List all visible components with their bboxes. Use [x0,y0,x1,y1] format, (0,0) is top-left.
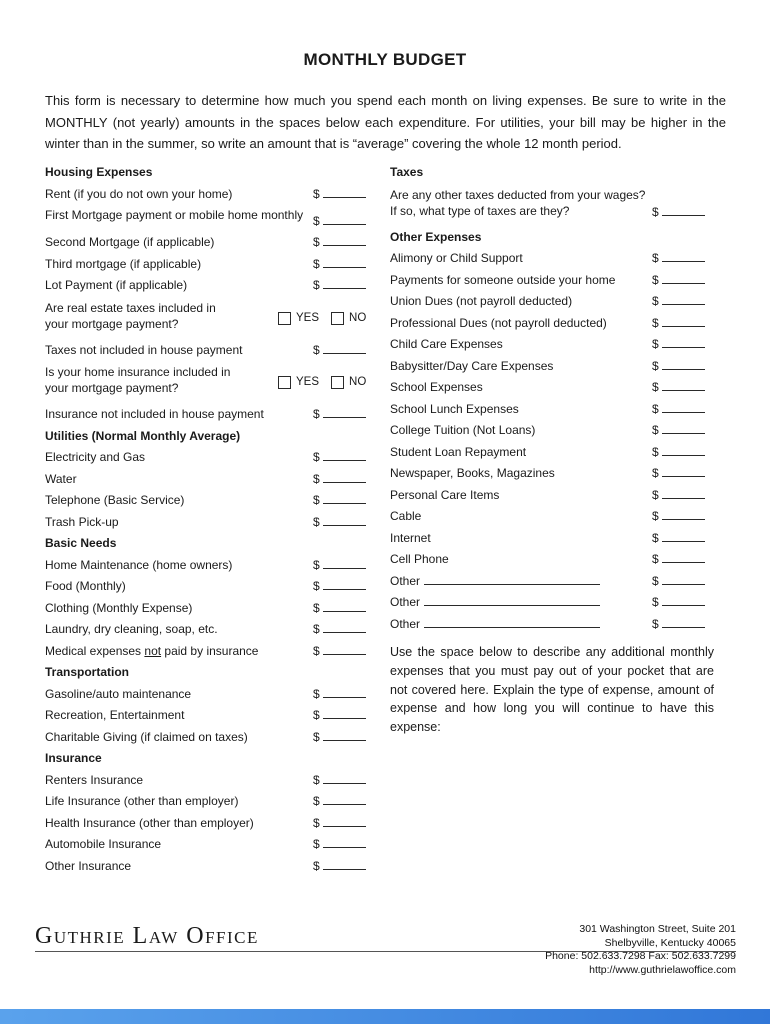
expense-label: Payments for someone outside your home [390,272,616,287]
expense-label: Are any other taxes deducted from your wages? If so, what type of taxes are they? [390,187,646,218]
expense-label: Third mortgage (if applicable) [45,256,202,271]
dollar-sign: $ [313,186,320,201]
expense-label: Second Mortgage (if applicable) [45,235,215,249]
form-row [390,463,725,485]
section-heading: Utilities (Normal Monthly Average) [45,428,241,443]
expense-label: Life Insurance (other than employer) [45,794,239,808]
form-row [390,420,725,442]
footer-address-block [545,923,736,977]
form-row [45,555,365,577]
form-row [45,469,365,491]
expense-label: Insurance not included in house payment [45,407,264,421]
form-row [390,356,725,378]
form-row [45,205,365,232]
amount-group [313,254,366,276]
amount-group [313,340,366,362]
dollar-sign: $ [313,858,320,873]
expense-label: School Expenses [390,380,483,394]
amount-blank[interactable] [662,204,705,216]
amount-blank[interactable] [662,594,705,606]
form-row [390,270,725,292]
expense-label: Other [390,573,421,588]
amount-group [313,211,366,233]
dollar-sign: $ [652,358,659,373]
yes-checkbox[interactable] [278,376,291,389]
amount-blank[interactable] [323,578,366,590]
form-row [390,592,725,614]
form-row [390,248,725,270]
amount-group [652,270,705,292]
amount-blank[interactable] [662,551,705,563]
dollar-sign: $ [313,729,320,744]
amount-blank[interactable] [323,256,366,268]
dollar-sign: $ [652,552,659,566]
additional-expenses-note: Use the space below to describe any additional monthly expenses that you must pay out of your pocket that are not covered here. Explain the type of expense, amount of expense and how long you will continue to have this expense: [390,645,714,735]
dollar-sign: $ [313,493,320,507]
amount-group [652,614,705,636]
amount-blank[interactable] [323,686,366,698]
dollar-sign: $ [313,557,320,572]
expense-label: Babysitter/Day Care Expenses [390,358,554,373]
form-row [390,377,725,399]
form-row [45,856,365,878]
amount-group [313,404,366,426]
amount-group [313,856,366,878]
dollar-sign: $ [313,600,320,615]
amount-group [652,592,705,614]
expense-label: Other [390,616,421,631]
amount-group [652,420,705,442]
amount-blank[interactable] [323,557,366,569]
amount-blank[interactable] [323,492,366,504]
expense-label: Water [45,471,77,486]
dollar-sign: $ [313,471,320,486]
form-row [390,291,725,313]
form-row [390,399,725,421]
section-heading: Housing Expenses [45,165,153,179]
form-row [45,705,365,727]
expense-label: Renters Insurance [45,772,144,787]
expense-label: Clothing (Monthly Expense) [45,600,193,615]
expense-label: Medical expenses not paid by insurance [45,643,259,658]
expense-label: Newspaper, Books, Magazines [390,466,555,480]
expense-label: School Lunch Expenses [390,401,519,416]
amount-blank[interactable] [662,573,705,585]
form-row [45,576,365,598]
firm-name: Guthrie Law Office [35,923,259,949]
amount-blank[interactable] [323,186,366,198]
amount-blank[interactable] [323,729,366,741]
dollar-sign: $ [652,509,659,523]
dollar-sign: $ [652,487,659,502]
expense-label: Electricity and Gas [45,450,146,464]
expense-label: Other Insurance [45,858,132,873]
expense-label: Alimony or Child Support [390,251,523,265]
expense-label: Other [390,595,421,609]
dollar-sign: $ [313,214,320,228]
amount-blank[interactable] [662,616,705,628]
amount-group [652,291,705,313]
amount-group [313,576,366,598]
yes-label: YES [296,376,320,388]
amount-group [652,377,705,399]
amount-group [313,490,366,512]
form-row [390,571,725,593]
amount-group [313,555,366,577]
expense-label: Child Care Expenses [390,337,503,351]
amount-group [652,463,705,485]
form-row [45,184,365,206]
form-row [45,404,365,426]
section-heading: Other Expenses [390,229,482,244]
form-row [45,275,365,297]
dollar-sign: $ [652,616,659,631]
amount-group [652,202,705,224]
form-row [45,684,365,706]
dollar-sign: $ [313,579,320,593]
dollar-sign: $ [652,595,659,609]
dollar-sign: $ [652,272,659,287]
expense-label: Trash Pick-up [45,514,119,529]
dollar-sign: $ [652,573,659,588]
footer-address-line2: Shelbyville, Kentucky 40065 [604,936,736,949]
amount-blank[interactable] [323,277,366,289]
amount-blank[interactable] [323,621,366,633]
amount-blank[interactable] [662,444,705,456]
expense-label: Automobile Insurance [45,837,162,851]
dollar-sign: $ [313,514,320,529]
amount-group [313,232,366,254]
amount-blank[interactable] [323,213,366,225]
dollar-sign: $ [313,708,320,722]
form-row [45,727,365,749]
form-row [45,232,365,254]
form-row [45,297,365,340]
form-row [45,361,365,404]
form-row [390,485,725,507]
dollar-sign: $ [313,837,320,851]
form-row [390,184,725,227]
amount-blank[interactable] [323,858,366,870]
dollar-sign: $ [313,686,320,701]
expense-label: Home Maintenance (home owners) [45,557,233,572]
amount-blank[interactable] [323,707,366,719]
yes-checkbox[interactable] [278,312,291,325]
other-description-blank[interactable] [424,573,600,585]
expense-label: Food (Monthly) [45,579,126,593]
yes-label: YES [296,311,320,324]
form-row [45,340,365,362]
dollar-sign: $ [652,423,659,437]
form-row [390,313,725,335]
amount-group [652,571,705,593]
form-row [45,512,365,534]
other-description-blank[interactable] [424,594,600,606]
expense-label: Internet [390,530,431,545]
section-heading: Insurance [45,751,102,765]
amount-group [652,528,705,550]
expense-label: Telephone (Basic Service) [45,493,185,507]
section-heading: Taxes [390,165,424,179]
expense-label: Cell Phone [390,552,449,566]
amount-blank[interactable] [662,250,705,262]
amount-group [313,641,366,663]
dollar-sign: $ [652,444,659,459]
expense-label: Lot Payment (if applicable) [45,278,188,292]
right-column [390,162,725,877]
amount-group [313,275,366,297]
expense-label: Recreation, Entertainment [45,708,185,722]
amount-blank[interactable] [323,836,366,848]
amount-group [652,248,705,270]
form-row [45,813,365,835]
dollar-sign: $ [313,278,320,292]
amount-blank[interactable] [323,234,366,246]
amount-group [313,512,366,534]
dollar-sign: $ [313,256,320,271]
form-row [390,506,725,528]
expense-label: Laundry, dry cleaning, soap, etc. [45,622,218,636]
amount-blank[interactable] [323,643,366,655]
form-row [45,447,365,469]
dollar-sign: $ [313,407,320,421]
expense-label: Personal Care Items [390,487,500,502]
amount-blank[interactable] [662,336,705,348]
dollar-sign: $ [313,772,320,787]
amount-blank[interactable] [323,406,366,418]
dollar-sign: $ [313,342,320,357]
form-row [390,614,725,636]
dollar-sign: $ [313,794,320,808]
amount-group [313,727,366,749]
amount-blank[interactable] [323,449,366,461]
amount-group [652,549,705,571]
form-row [45,770,365,792]
amount-group [313,598,366,620]
form-row [45,254,365,276]
expense-label: First Mortgage payment or mobile home monthly [45,208,304,222]
amount-group [313,469,366,491]
form-row [45,598,365,620]
amount-blank[interactable] [662,465,705,477]
amount-blank[interactable] [323,514,366,526]
dollar-sign: $ [652,315,659,330]
form-row [390,334,725,356]
dollar-sign: $ [652,205,659,219]
intro-paragraph: This form is necessary to determine how much you spend each month on living expenses. Be sure to write in the MONTHLY (not yearly) amounts in the spaces below each expenditure. For utilities, your bill may be higher in the winter than in the summer, so write an amount that is “average” covering the whole 12 month period. [45,93,726,151]
amount-group [313,619,366,641]
expense-label: Cable [390,509,422,523]
amount-group [313,813,366,835]
expense-label: College Tuition (Not Loans) [390,423,536,437]
form-row [45,490,365,512]
amount-group [313,447,366,469]
amount-blank[interactable] [662,487,705,499]
amount-blank[interactable] [662,530,705,542]
amount-group [652,506,705,528]
dollar-sign: $ [313,815,320,830]
dollar-sign: $ [313,235,320,249]
amount-group [313,684,366,706]
amount-blank[interactable] [323,600,366,612]
dollar-sign: $ [652,380,659,394]
yes-no-group [278,308,366,330]
amount-blank[interactable] [323,772,366,784]
form-row [390,528,725,550]
form-row [45,834,365,856]
no-label: NO [349,376,367,388]
dollar-sign: $ [652,251,659,265]
section-heading: Transportation [45,665,130,679]
expense-label: Gasoline/auto maintenance [45,686,192,701]
expense-label: Rent (if you do not own your home) [45,186,233,201]
no-checkbox[interactable] [331,376,344,389]
expense-label: Union Dues (not payroll deducted) [390,294,573,308]
amount-group [652,399,705,421]
footer-phone-fax: Phone: 502.633.7298 Fax: 502.633.7299 [545,950,736,962]
expense-label: Health Insurance (other than employer) [45,815,254,830]
amount-group [313,184,366,206]
dollar-sign: $ [313,450,320,464]
form-row [45,641,365,663]
dollar-sign: $ [652,466,659,480]
amount-blank[interactable] [323,471,366,483]
dollar-sign: $ [652,401,659,416]
amount-group [652,334,705,356]
amount-group [652,356,705,378]
no-label: NO [349,311,367,324]
no-checkbox[interactable] [331,312,344,325]
amount-blank[interactable] [662,379,705,391]
amount-blank[interactable] [662,315,705,327]
amount-blank[interactable] [323,342,366,354]
amount-blank[interactable] [662,422,705,434]
amount-blank[interactable] [662,272,705,284]
amount-group [313,791,366,813]
other-description-blank[interactable] [424,616,600,628]
amount-group [313,834,366,856]
section-heading: Basic Needs [45,536,117,550]
amount-group [652,442,705,464]
dollar-sign: $ [652,337,659,351]
amount-blank[interactable] [662,293,705,305]
form-row [390,549,725,571]
form-row [390,442,725,464]
expense-label: Are real estate taxes included in your mortgage payment? [45,300,216,331]
footer-address-line1: 301 Washington Street, Suite 201 [579,923,736,935]
expense-label: Charitable Giving (if claimed on taxes) [45,729,248,744]
left-column [45,162,365,877]
amount-blank[interactable] [662,401,705,413]
amount-blank[interactable] [662,358,705,370]
amount-group [652,313,705,335]
amount-group [652,485,705,507]
expense-label: Professional Dues (not payroll deducted) [390,315,607,330]
amount-blank[interactable] [323,815,366,827]
amount-blank[interactable] [323,793,366,805]
page-title: MONTHLY BUDGET [303,50,467,69]
amount-group [313,770,366,792]
amount-group [313,705,366,727]
expense-label: Taxes not included in house payment [45,342,243,357]
dollar-sign: $ [652,530,659,545]
footer-website: http://www.guthrielawoffice.com [589,963,736,976]
expense-label: Is your home insurance included in your mortgage payment? [45,365,231,395]
dollar-sign: $ [313,622,320,636]
expense-label: Student Loan Repayment [390,444,527,459]
dollar-sign: $ [652,294,659,308]
bottom-blue-bar [0,1009,770,1024]
dollar-sign: $ [313,643,320,658]
form-row [45,791,365,813]
form-columns [45,162,725,877]
amount-blank[interactable] [662,508,705,520]
form-row [45,619,365,641]
yes-no-group [278,372,366,394]
